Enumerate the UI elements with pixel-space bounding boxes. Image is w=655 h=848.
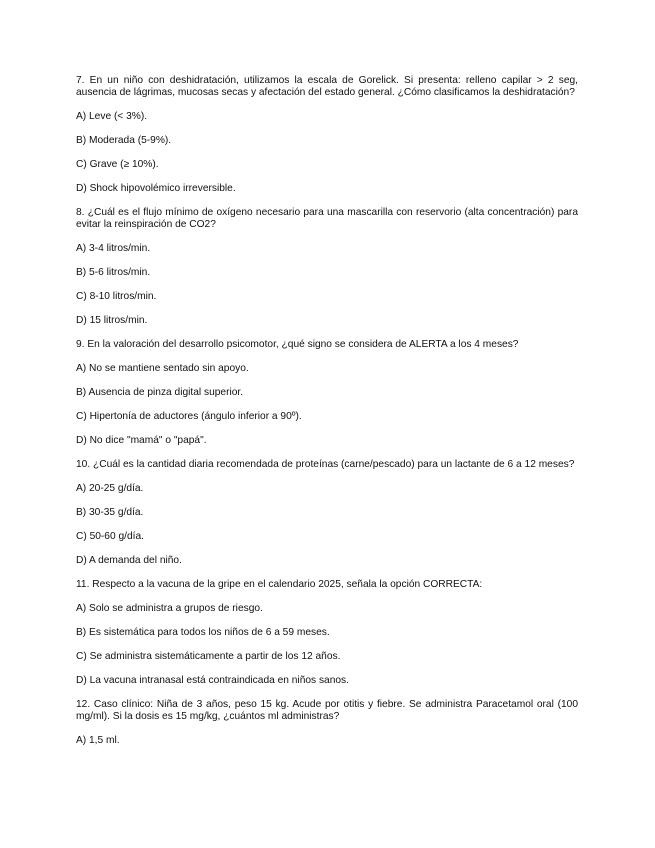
question-list xyxy=(76,75,578,759)
option-d: D) No dice "mamá" o "papá". xyxy=(76,435,207,446)
question-text: 11. Respecto a la vacuna de la gripe en el calendario 2025, señala la opción CORRECTA: xyxy=(76,579,483,590)
option-a: A) 1,5 ml. xyxy=(76,735,120,746)
option-d: D) 15 litros/min. xyxy=(76,315,148,326)
option-a: A) 20-25 g/día. xyxy=(76,483,144,494)
option-a: A) Solo se administra a grupos de riesgo. xyxy=(76,603,263,614)
question-text: 10. ¿Cuál es la cantidad diaria recomendada de proteínas (carne/pescado) para un lactante de 6 a 12 meses? xyxy=(76,459,575,470)
option-a: A) Leve (< 3%). xyxy=(76,111,148,122)
option-b: B) Ausencia de pinza digital superior. xyxy=(76,387,244,398)
question-text: 12. Caso clínico: Niña de 3 años, peso 15 kg. Acude por otitis y fiebre. Se administra Paracetamol oral (100 mg/ml). Si la dosis es 15 mg/kg, ¿cuántos ml administras? xyxy=(76,699,578,722)
option-c: C) 50-60 g/día. xyxy=(76,531,144,542)
question-9 xyxy=(76,339,578,447)
option-c: C) Hipertonía de aductores (ángulo inferior a 90º). xyxy=(76,411,302,422)
question-text: 9. En la valoración del desarrollo psicomotor, ¿qué signo se considera de ALERTA a los 4 meses? xyxy=(76,339,519,350)
option-a: A) No se mantiene sentado sin apoyo. xyxy=(76,363,249,374)
option-c: C) 8-10 litros/min. xyxy=(76,291,157,302)
option-b: B) 30-35 g/día. xyxy=(76,507,144,518)
option-c: C) Grave (≥ 10%). xyxy=(76,159,159,170)
question-text: 7. En un niño con deshidratación, utilizamos la escala de Gorelick. Si presenta: relleno capilar > 2 seg, ausencia de lágrimas, mucosas secas y afectación del estado general. ¿Cómo clasificamos la deshidratación? xyxy=(76,75,578,98)
option-c: C) Se administra sistemáticamente a partir de los 12 años. xyxy=(76,651,341,662)
question-11 xyxy=(76,579,578,687)
option-b: B) Es sistemática para todos los niños de 6 a 59 meses. xyxy=(76,627,330,638)
option-d: D) Shock hipovolémico irreversible. xyxy=(76,183,236,194)
option-d: D) La vacuna intranasal está contraindicada en niños sanos. xyxy=(76,675,349,686)
question-8 xyxy=(76,207,578,327)
question-12 xyxy=(76,699,578,747)
question-7 xyxy=(76,75,578,195)
question-text: 8. ¿Cuál es el flujo mínimo de oxígeno necesario para una mascarilla con reservorio (alta concentración) para evitar la reinspiración de CO2? xyxy=(76,207,578,230)
question-10 xyxy=(76,459,578,567)
option-b: B) Moderada (5-9%). xyxy=(76,135,172,146)
option-d: D) A demanda del niño. xyxy=(76,555,182,566)
option-a: A) 3-4 litros/min. xyxy=(76,243,151,254)
option-b: B) 5-6 litros/min. xyxy=(76,267,151,278)
